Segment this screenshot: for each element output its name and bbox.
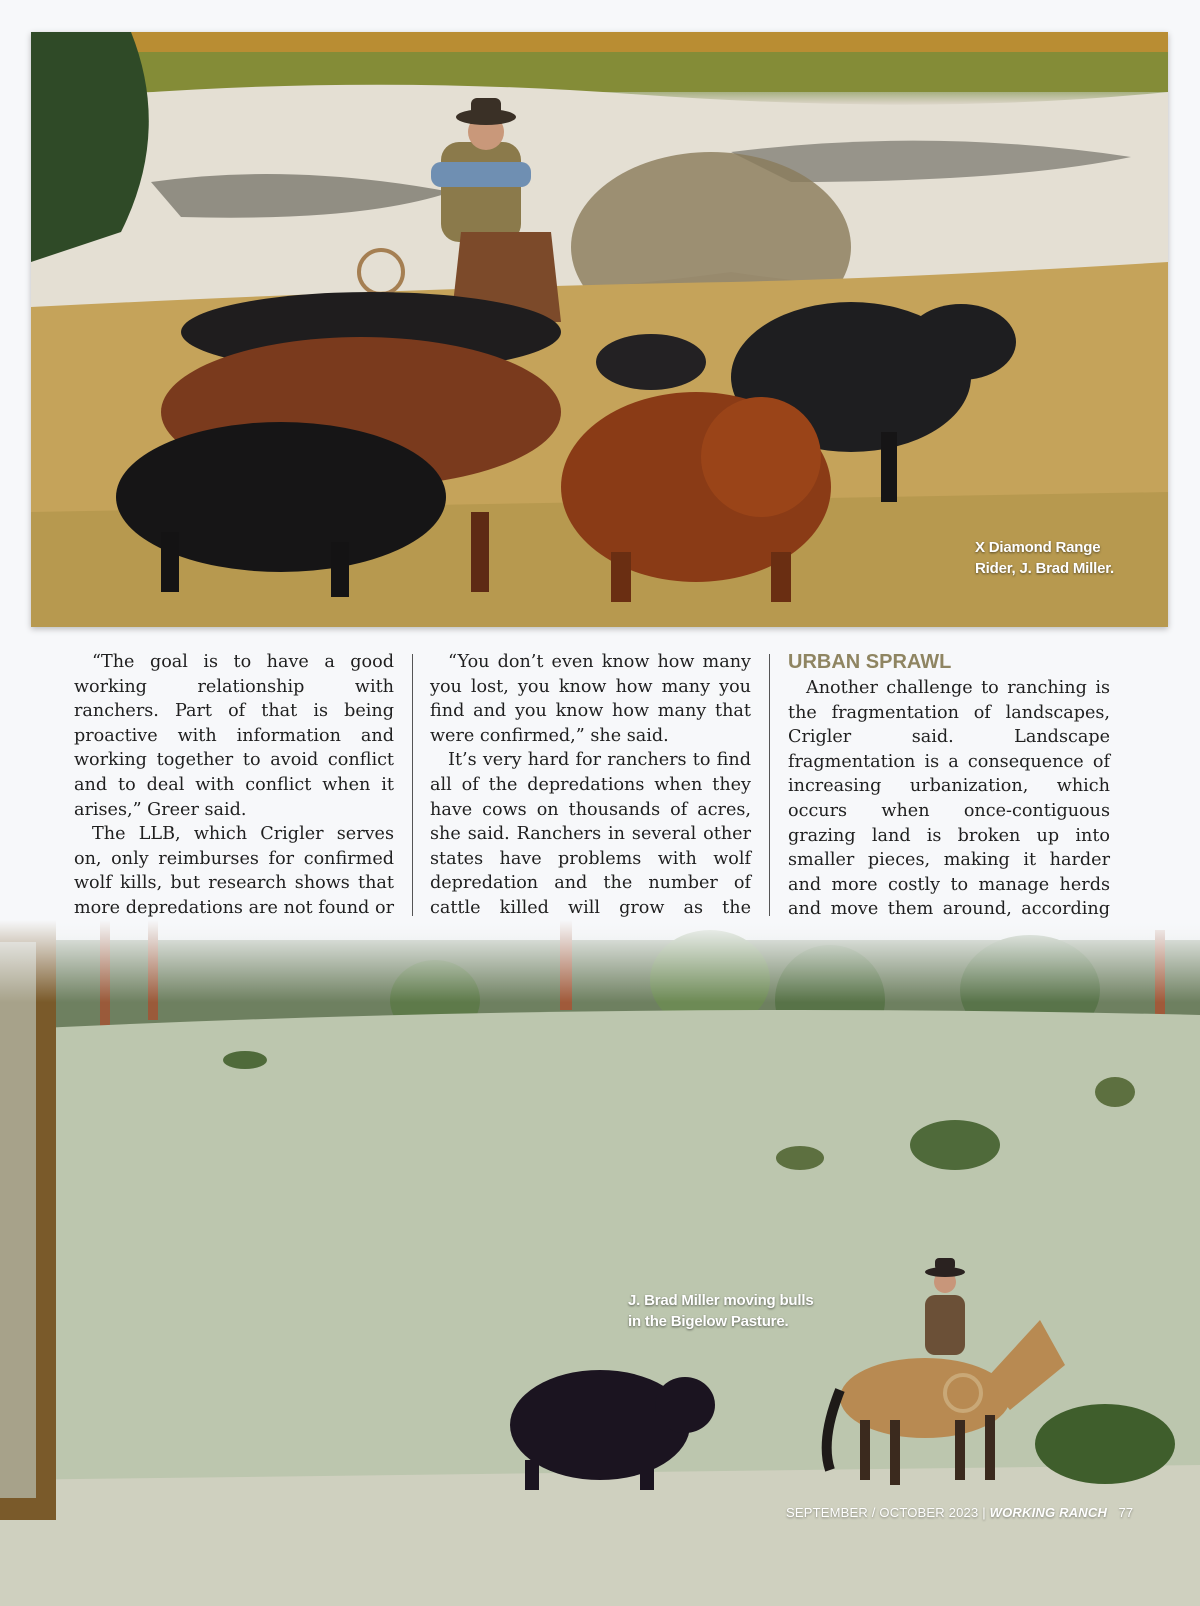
top-photo [31, 32, 1168, 627]
paragraph: It’s very hard for ranchers to find all of the depredations when they have cows on thousands of acres, she said. Ranchers in several other states have problems with wolf depredation and the number of cattle killed will grow as the [430, 750, 751, 918]
magazine-name: WORKING RANCH [989, 1505, 1108, 1520]
page-number: 77 [1118, 1505, 1134, 1520]
paragraph: “The goal is to have a good working relationship with ranchers. Part of that is being proactive with information and working together to avoid conflict and to deal with conflict when it arises,” Greer said. [74, 652, 394, 820]
bottom-photo [0, 920, 1200, 1606]
photo-caption: X Diamond Range Rider, J. Brad Miller. [975, 539, 1114, 577]
pasture-photo [0, 920, 1200, 1606]
paragraph: “You don’t even know how many you lost, you know how many you find and you know how many that were confirmed,” she said. [430, 652, 751, 746]
photo-caption: J. Brad Miller moving bulls in the Bigelow Pasture. [628, 1292, 814, 1330]
paragraph: The LLB, which Crigler serves on, only reimburses for confirmed wolf kills, but research shows that more depredations are not found or [74, 824, 394, 918]
article-body [74, 650, 1110, 920]
article-column-3 [788, 650, 1110, 947]
paragraph [788, 676, 1110, 947]
column-divider [769, 654, 770, 916]
issue-date: SEPTEMBER / OCTOBER 2023 [786, 1505, 979, 1520]
column-divider [412, 654, 413, 916]
page-footer [786, 1505, 1133, 1520]
article-column-1 [74, 650, 394, 945]
paragraph-text: Another challenge to ranching is the fragmentation of landscapes, Crigler said. Landscape fragmentation is a consequence of increasing urbanization, which occurs when once-contiguous grazing land is broken up into smaller pieces, making it harder and more costly to manage herds and move them around, according [788, 678, 1110, 920]
footer-separator: | [982, 1505, 986, 1520]
section-heading: URBAN SPRAWL [788, 651, 952, 673]
